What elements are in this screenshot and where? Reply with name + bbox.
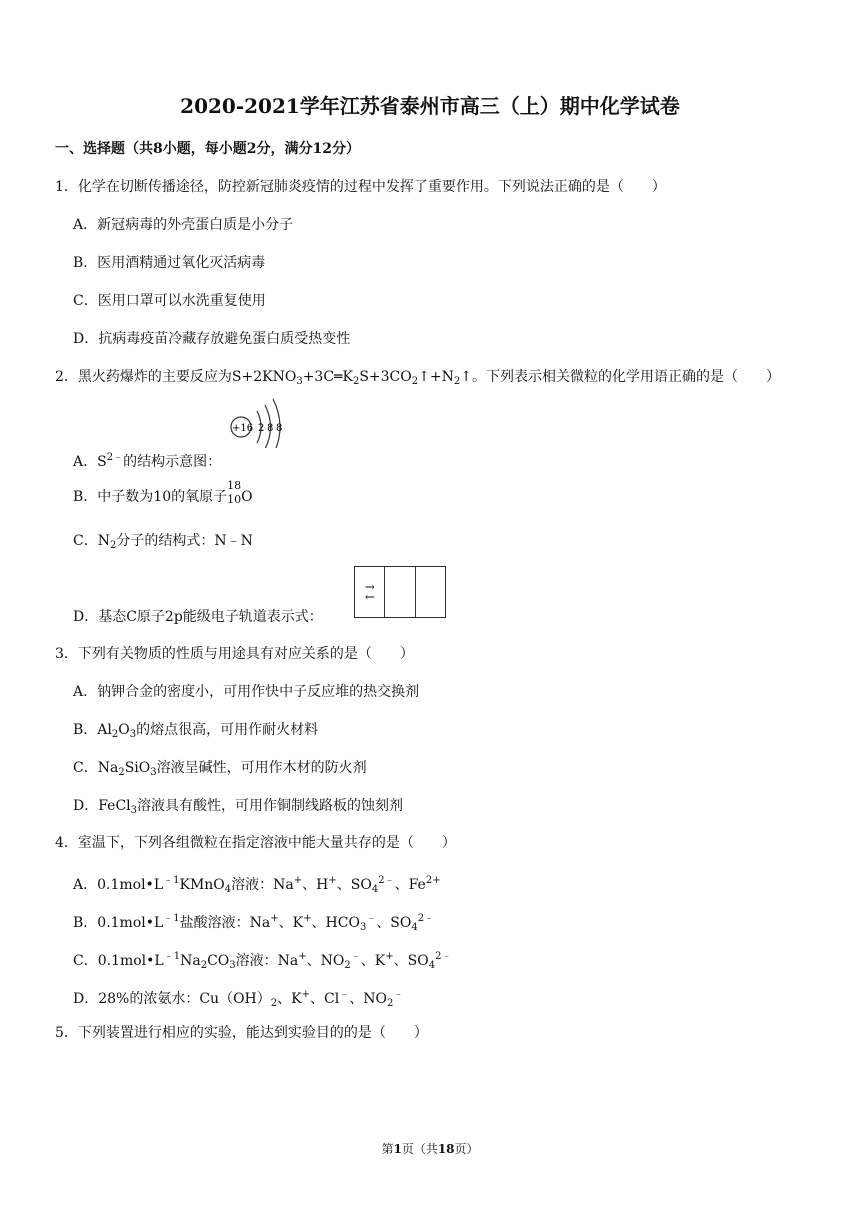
question-4-option-d: D．28%的浓氨水：$Cu(OH)_2$、K+、Cl﹣、$NO_2^﹣$ (73, 989, 404, 1009)
section-heading: 一、选择题（共8小题，每小题2分，满分12分） (55, 141, 360, 157)
question-3-option-b: B．$Al_2O_3$的熔点很高，可用作耐火材料 (73, 722, 319, 740)
question-3-option-a: A．钠钾合金的密度小，可用作快中子反应堆的热交换剂 (73, 684, 420, 700)
question-3-option-d: D．FeCl$_3$溶液具有酸性，可用作铜制线路板的蚀刻剂 (73, 798, 404, 816)
question-4-option-c: C．$0.1mol•L^{﹣1}Na_2CO_3$溶液：Na+、$NO_2^﹣$、K+、$SO_4^{2﹣}$ (73, 951, 452, 971)
question-3-stem: 3．下列有关物质的性质与用途具有对应关系的是（ ） (55, 646, 414, 662)
question-1-stem: 1．化学在切断传播途径，防控新冠肺炎疫情的过程中发挥了重要作用。下列说法正确的是（ ） (55, 179, 666, 195)
question-2-option-a: A．$S^{2﹣}$的结构示意图： (73, 452, 222, 470)
question-3-option-c: C．$Na_2SiO_3$溶液呈碱性，可用作木材的防火剂 (73, 760, 367, 778)
page-title: 2020-2021学年江苏省泰州市高三（上）期中化学试卷 (180, 94, 680, 118)
total-pages: 18 (437, 1142, 455, 1156)
page-footer: 第1页（共18页） (381, 1142, 479, 1156)
shell-electron-count-1: 2 (258, 423, 265, 434)
orbital-box-2 (385, 567, 415, 617)
current-page-number: 1 (393, 1142, 402, 1156)
shell-electron-count-2: 8 (267, 423, 274, 434)
orbital-diagram (354, 566, 446, 618)
question-5-stem: 5．下列装置进行相应的实验，能达到实验目的的是（ ） (55, 1025, 428, 1041)
question-2-stem: 2．黑火药爆炸的主要反应为$S+2KNO_3+3C═K_2S+3CO_2↑+N_2↑$。下列表示相关微粒的化学用语正确的是（ ） (55, 369, 780, 387)
atom-nucleus-charge: +16 (232, 423, 254, 434)
shell-electron-count-3: 8 (276, 423, 283, 434)
question-2-option-c: C．$N_2$分子的结构式：N﹣N (73, 533, 253, 551)
question-1-option-b: B．医用酒精通过氧化灭活病毒 (73, 255, 266, 271)
question-4-stem: 4．室温下，下列各组微粒在指定溶液中能大量共存的是（ ） (55, 835, 456, 851)
sulfide-ion-structure-diagram (228, 396, 294, 448)
paired-electron-arrows: ↑↓ (362, 581, 377, 603)
question-4-option-b: B．$0.1mol•L^{﹣1}$盐酸溶液：Na+、K+、$HCO_3^﹣$、$SO_4^{2﹣}$ (73, 913, 435, 933)
question-1-option-d: D．抗病毒疫苗冷藏存放避免蛋白质受热变性 (73, 331, 351, 347)
question-4-option-a: A．$0.1mol•L^{﹣1}KMnO_4$溶液：Na+、H+、$SO_4^{2﹣}$、$Fe^{2+}$ (73, 875, 441, 895)
isotope-notation: 18 10 (227, 479, 242, 506)
question-2-option-b: B．中子数为10的氧原子 18 10 O (73, 479, 253, 506)
orbital-box-1 (355, 567, 385, 617)
orbital-box-3 (416, 567, 445, 617)
question-2-option-d: D．基态C原子2p能级电子轨道表示式： (73, 609, 323, 625)
question-1-option-c: C．医用口罩可以水洗重复使用 (73, 293, 266, 309)
question-1-option-a: A．新冠病毒的外壳蛋白质是小分子 (73, 217, 294, 233)
